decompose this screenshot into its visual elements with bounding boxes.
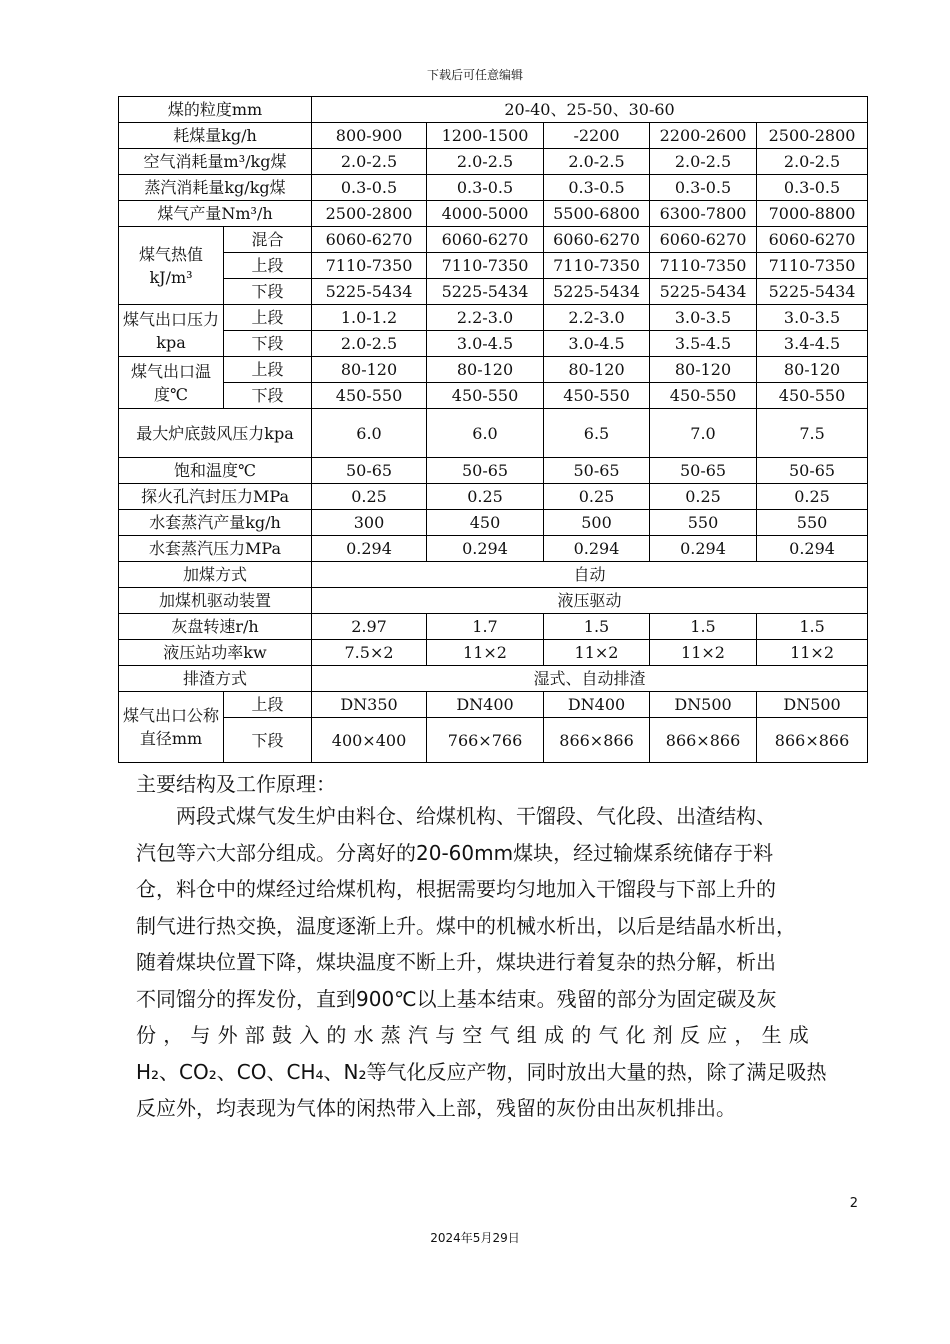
table-row [119, 484, 868, 510]
value-cell: 0.3-0.5 [650, 175, 757, 201]
sub-label: 下段 [224, 383, 312, 409]
value-cell: 1.5 [757, 614, 868, 640]
value-cell: 自动 [312, 562, 868, 588]
table-row [119, 458, 868, 484]
table-row [119, 149, 868, 175]
value-cell: 6.0 [427, 409, 544, 458]
value-cell: 7.0 [650, 409, 757, 458]
group-label: 煤气出口公称直径mm [119, 692, 224, 763]
value-cell: 2.0-2.5 [544, 149, 650, 175]
table-row [119, 331, 868, 357]
row-label: 饱和温度℃ [119, 458, 312, 484]
table-row [119, 227, 868, 253]
row-label: 耗煤量kg/h [119, 123, 312, 149]
value-cell: 6060-6270 [544, 227, 650, 253]
table-row [119, 253, 868, 279]
page-header: 下载后可任意编辑 [426, 68, 523, 82]
value-cell: 6.5 [544, 409, 650, 458]
value-cell: 5225-5434 [312, 279, 427, 305]
value-cell: 0.294 [544, 536, 650, 562]
value-cell: DN400 [544, 692, 650, 718]
value-cell: 0.25 [757, 484, 868, 510]
value-cell: DN350 [312, 692, 427, 718]
row-label: 加煤机驱动装置 [119, 588, 312, 614]
table-row [119, 588, 868, 614]
value-cell: 0.25 [312, 484, 427, 510]
value-cell: 800-900 [312, 123, 427, 149]
value-cell: 5225-5434 [650, 279, 757, 305]
value-cell: 1.0-1.2 [312, 305, 427, 331]
value-cell: 2.0-2.5 [312, 149, 427, 175]
value-cell: DN500 [757, 692, 868, 718]
value-cell: 50-65 [427, 458, 544, 484]
table-row [119, 357, 868, 383]
value-cell: 450-550 [427, 383, 544, 409]
value-cell: 400×400 [312, 718, 427, 763]
value-cell: 5225-5434 [544, 279, 650, 305]
row-label: 加煤方式 [119, 562, 312, 588]
sub-label: 上段 [224, 253, 312, 279]
page-number: 2 [849, 1196, 858, 1211]
value-cell: 0.294 [650, 536, 757, 562]
sub-label: 上段 [224, 692, 312, 718]
row-label: 最大炉底鼓风压力kpa [119, 409, 312, 458]
value-cell: 3.0-3.5 [757, 305, 868, 331]
spec-table [118, 96, 868, 763]
value-cell: 2.0-2.5 [650, 149, 757, 175]
table-row [119, 175, 868, 201]
value-cell: 6060-6270 [312, 227, 427, 253]
sub-label: 下段 [224, 718, 312, 763]
table-row [119, 510, 868, 536]
value-cell: 3.0-4.5 [544, 331, 650, 357]
value-cell: 11×2 [650, 640, 757, 666]
value-cell: DN500 [650, 692, 757, 718]
value-cell: 7110-7350 [544, 253, 650, 279]
value-cell: 0.25 [544, 484, 650, 510]
value-cell: 0.25 [427, 484, 544, 510]
table-row [119, 614, 868, 640]
value-cell: 50-65 [757, 458, 868, 484]
table-row [119, 123, 868, 149]
value-cell: 2200-2600 [650, 123, 757, 149]
table-row [119, 305, 868, 331]
paragraph-line: 反应外，均表现为气体的闲热带入上部，残留的灰份由出灰机排出。 [136, 1096, 736, 1120]
value-cell: 450-550 [650, 383, 757, 409]
value-cell: 766×766 [427, 718, 544, 763]
value-cell: 0.3-0.5 [427, 175, 544, 201]
body-paragraph [136, 798, 866, 1127]
sub-label: 上段 [224, 357, 312, 383]
value-cell: 2.0-2.5 [312, 331, 427, 357]
value-cell: 11×2 [427, 640, 544, 666]
value-cell: 11×2 [544, 640, 650, 666]
value-cell: 6060-6270 [427, 227, 544, 253]
value-cell: 50-65 [312, 458, 427, 484]
paragraph-line: 不同馏分的挥发份，直到900℃以上基本结束。残留的部分为固定碳及灰 [136, 986, 777, 1011]
value-cell: 866×866 [757, 718, 868, 763]
value-cell: 3.4-4.5 [757, 331, 868, 357]
section-title: 主要结构及工作原理： [136, 772, 336, 796]
value-cell: 6.0 [312, 409, 427, 458]
value-cell: 2.2-3.0 [427, 305, 544, 331]
paragraph-line: 两段式煤气发生炉由料仓、给煤机构、干馏段、气化段、出渣结构、 [136, 804, 776, 828]
value-cell: 80-120 [427, 357, 544, 383]
table-row [119, 692, 868, 718]
value-cell: 550 [650, 510, 757, 536]
value-cell: -2200 [544, 123, 650, 149]
value-cell: 6060-6270 [757, 227, 868, 253]
value-cell: 3.0-3.5 [650, 305, 757, 331]
value-cell: 20-40、25-50、30-60 [312, 97, 868, 123]
sub-label: 下段 [224, 279, 312, 305]
value-cell: 2.97 [312, 614, 427, 640]
value-cell: 7.5 [757, 409, 868, 458]
value-cell: 7110-7350 [312, 253, 427, 279]
value-cell: 7110-7350 [650, 253, 757, 279]
value-cell: 2.0-2.5 [427, 149, 544, 175]
value-cell: 0.3-0.5 [544, 175, 650, 201]
value-cell: 5225-5434 [757, 279, 868, 305]
row-label: 蒸汽消耗量kg/kg煤 [119, 175, 312, 201]
row-label: 液压站功率kw [119, 640, 312, 666]
sub-label: 下段 [224, 331, 312, 357]
table-row [119, 562, 868, 588]
table-row [119, 383, 868, 409]
value-cell: 1200-1500 [427, 123, 544, 149]
value-cell: 1.5 [544, 614, 650, 640]
value-cell: 0.294 [312, 536, 427, 562]
value-cell: 5500-6800 [544, 201, 650, 227]
table-row [119, 640, 868, 666]
table-row [119, 666, 868, 692]
value-cell: 0.3-0.5 [757, 175, 868, 201]
row-label: 煤的粒度mm [119, 97, 312, 123]
group-label: 煤气出口压力kpa [119, 305, 224, 357]
table-row [119, 201, 868, 227]
value-cell: 550 [757, 510, 868, 536]
paragraph-line: 汽包等六大部分组成。分离好的20-60mm煤块，经过输煤系统储存于料 [136, 840, 774, 865]
page-footer-date: 2024年5月29日 [430, 1231, 520, 1245]
value-cell: 2.0-2.5 [757, 149, 868, 175]
value-cell: 湿式、自动排渣 [312, 666, 868, 692]
value-cell: 80-120 [757, 357, 868, 383]
value-cell: 0.25 [650, 484, 757, 510]
value-cell: 0.294 [757, 536, 868, 562]
value-cell: 80-120 [650, 357, 757, 383]
value-cell: 500 [544, 510, 650, 536]
paragraph-line: H₂、CO₂、CO、CH₄、N₂等气化反应产物，同时放出大量的热，除了满足吸热 [136, 1059, 827, 1084]
table-row [119, 536, 868, 562]
value-cell: 7000-8800 [757, 201, 868, 227]
value-cell: 50-65 [544, 458, 650, 484]
value-cell: 1.7 [427, 614, 544, 640]
value-cell: 50-65 [650, 458, 757, 484]
value-cell: 80-120 [544, 357, 650, 383]
paragraph-line: 随着煤块位置下降，煤块温度不断上升，煤块进行着复杂的热分解，析出 [136, 950, 776, 974]
value-cell: 450-550 [312, 383, 427, 409]
row-label: 水套蒸汽压力MPa [119, 536, 312, 562]
row-label: 排渣方式 [119, 666, 312, 692]
value-cell: 6060-6270 [650, 227, 757, 253]
group-label: 煤气出口温度℃ [119, 357, 224, 409]
value-cell: 2.2-3.0 [544, 305, 650, 331]
value-cell: 7110-7350 [757, 253, 868, 279]
value-cell: 0.294 [427, 536, 544, 562]
value-cell: 4000-5000 [427, 201, 544, 227]
row-label: 灰盘转速r/h [119, 614, 312, 640]
value-cell: 866×866 [650, 718, 757, 763]
row-label: 水套蒸汽产量kg/h [119, 510, 312, 536]
row-label: 空气消耗量m³/kg煤 [119, 149, 312, 175]
value-cell: 2500-2800 [757, 123, 868, 149]
value-cell: 液压驱动 [312, 588, 868, 614]
table-row [119, 97, 868, 123]
value-cell: 3.0-4.5 [427, 331, 544, 357]
value-cell: 80-120 [312, 357, 427, 383]
table-row [119, 279, 868, 305]
value-cell: 300 [312, 510, 427, 536]
paragraph-line: 仓，料仓中的煤经过给煤机构，根据需要均匀地加入干馏段与下部上升的 [136, 877, 776, 901]
value-cell: 450-550 [757, 383, 868, 409]
value-cell: 0.3-0.5 [312, 175, 427, 201]
sub-label: 混合 [224, 227, 312, 253]
value-cell: 3.5-4.5 [650, 331, 757, 357]
value-cell: 866×866 [544, 718, 650, 763]
value-cell: 11×2 [757, 640, 868, 666]
value-cell: DN400 [427, 692, 544, 718]
value-cell: 450-550 [544, 383, 650, 409]
value-cell: 7110-7350 [427, 253, 544, 279]
row-label: 探火孔汽封压力MPa [119, 484, 312, 510]
table-row [119, 718, 868, 763]
value-cell: 1.5 [650, 614, 757, 640]
sub-label: 上段 [224, 305, 312, 331]
value-cell: 2500-2800 [312, 201, 427, 227]
value-cell: 7.5×2 [312, 640, 427, 666]
group-label: 煤气热值kJ/m³ [119, 227, 224, 305]
value-cell: 450 [427, 510, 544, 536]
value-cell: 6300-7800 [650, 201, 757, 227]
paragraph-line: 份，与外部鼓入的水蒸汽与空气组成的气化剂反应，生成 [136, 1023, 816, 1047]
table-row [119, 409, 868, 458]
row-label: 煤气产量Nm³/h [119, 201, 312, 227]
paragraph-line: 制气进行热交换，温度逐渐上升。煤中的机械水析出，以后是结晶水析出， [136, 913, 796, 938]
value-cell: 5225-5434 [427, 279, 544, 305]
